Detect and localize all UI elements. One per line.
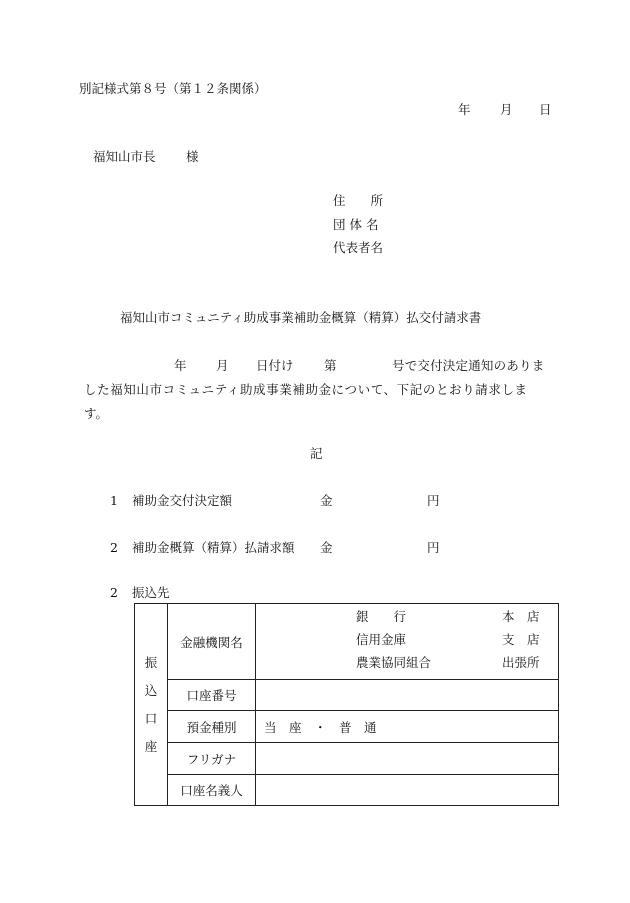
account-holder-field[interactable] — [256, 775, 559, 806]
representative-label: 代表者名 — [333, 240, 384, 255]
document-title: 福知山市コミュニティ助成事業補助金概算（精算）払交付請求書 — [120, 310, 482, 325]
deposit-type-value[interactable]: 当 座 ・ 普 通 — [256, 711, 559, 743]
side-char-1: 振 — [144, 654, 158, 670]
furigana-field[interactable] — [256, 743, 559, 775]
institution-row — [135, 604, 559, 680]
item-1-label: 補助金交付決定額 — [132, 493, 233, 508]
date-month: 月 — [500, 102, 513, 117]
item-1-prefix: 金 — [320, 493, 333, 508]
body-number: 第 — [324, 358, 337, 373]
account-number-label: 口座番号 — [168, 680, 256, 711]
body-month: 月 — [216, 358, 229, 373]
note-heading: 記 — [310, 446, 323, 461]
institution-value[interactable] — [256, 604, 559, 680]
side-char-4: 座 — [144, 738, 158, 754]
bank-account-table — [134, 603, 559, 806]
group-name-label: 団 体 名 — [333, 217, 379, 232]
furigana-label: フリガナ — [168, 743, 256, 775]
item-1-unit: 円 — [427, 493, 440, 508]
item-2-unit: 円 — [427, 540, 440, 555]
body-line-2: した福知山市コミュニティ助成事業補助金について、下記のとおり請求しま — [84, 382, 528, 397]
branch-main: 本 店 — [502, 609, 540, 624]
item-2-number: 2 — [110, 540, 118, 555]
body-dated: 日付け — [256, 358, 294, 373]
transfer-account-side-label — [135, 604, 168, 806]
addressee-honorific: 様 — [186, 149, 199, 164]
inst-type-ja: 農業協同組合 — [356, 655, 432, 670]
deposit-type-label: 預金種別 — [168, 711, 256, 743]
deposit-type-row — [135, 711, 559, 743]
inst-type-bank: 銀 行 — [356, 609, 407, 624]
branch-office: 出張所 — [502, 655, 540, 670]
body-year: 年 — [174, 358, 187, 373]
address-label: 住 所 — [333, 193, 384, 208]
account-number-field[interactable] — [256, 680, 559, 711]
account-holder-row — [135, 775, 559, 806]
branch-branch: 支 店 — [502, 632, 540, 647]
account-holder-label: 口座名義人 — [168, 775, 256, 806]
date-day: 日 — [539, 102, 552, 117]
body-paragraph — [84, 354, 564, 426]
item-2-prefix: 金 — [320, 540, 333, 555]
item-1-number: 1 — [110, 493, 118, 508]
date-year: 年 — [458, 102, 471, 117]
side-char-3: 口 — [144, 710, 158, 726]
transfer-number: 2 — [110, 585, 118, 600]
inst-type-shinkin: 信用金庫 — [356, 632, 407, 647]
transfer-label: 振込先 — [132, 585, 170, 600]
side-char-2: 込 — [144, 682, 158, 698]
furigana-row — [135, 743, 559, 775]
body-rest: 号で交付決定通知のありま — [392, 358, 545, 373]
item-2-label: 補助金概算（精算）払請求額 — [132, 540, 295, 555]
body-line-3: す。 — [84, 406, 109, 421]
account-number-row — [135, 680, 559, 711]
addressee-name: 福知山市長 — [93, 149, 156, 164]
form-number: 別記様式第８号（第１２条関係） — [79, 81, 267, 96]
institution-label: 金融機関名 — [168, 604, 256, 680]
body-line-1 — [84, 354, 564, 378]
